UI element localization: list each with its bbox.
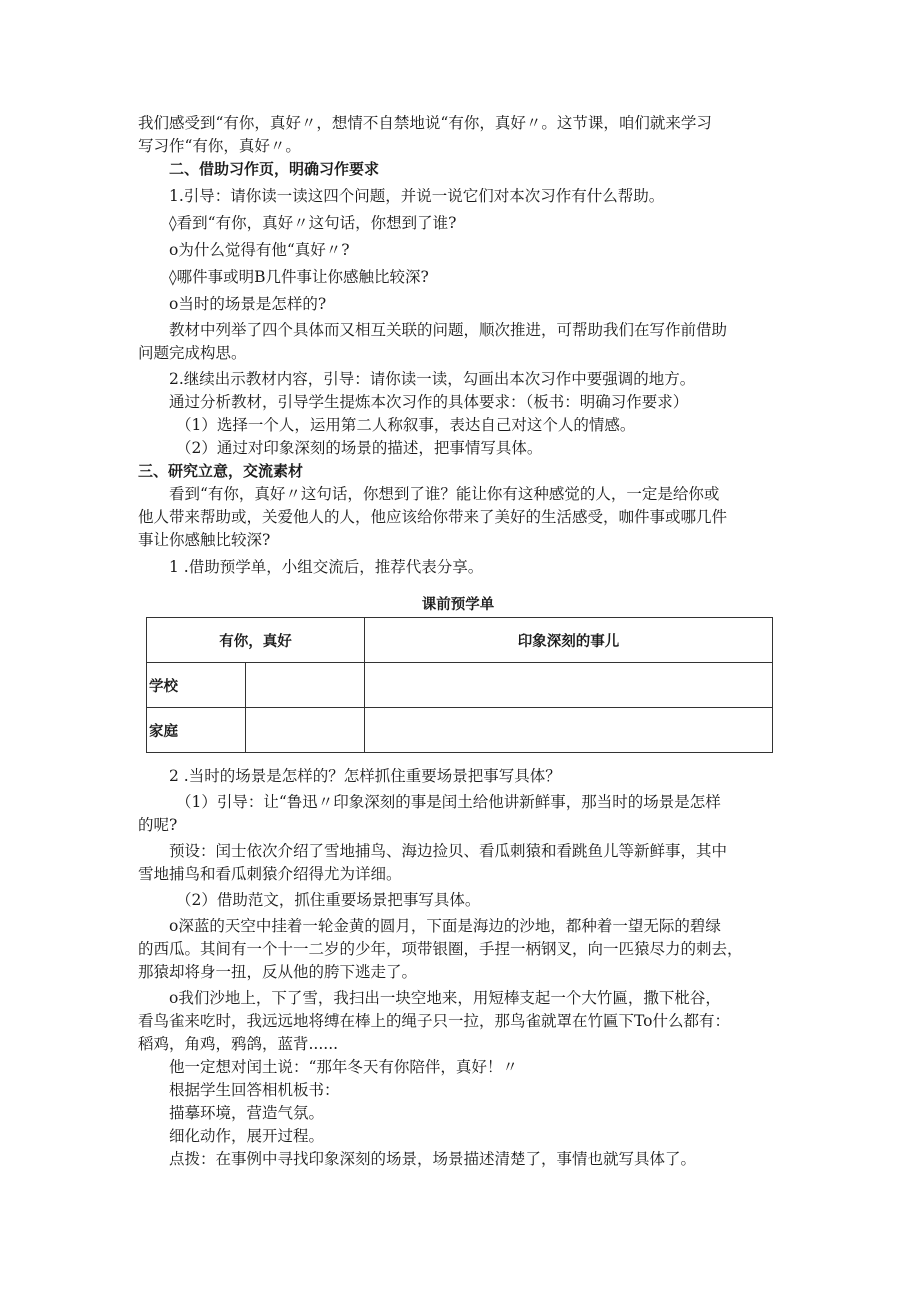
preset-line-1: 预设：闰士依次介绍了雪地捕鸟、海边捡贝、看瓜刺猿和看跳鱼儿等新鲜事，其中 [169,842,728,860]
table-header-row [147,618,773,663]
prompt-line-3: 事让你感触比较深? [138,531,271,549]
header-cell-right: 印象深刻的事儿 [365,618,773,663]
intro-line-2: 写习作“有你，真好〃。 [138,137,301,155]
excerpt-2-line-3: 稻鸡，角鸡，鸦鸽，蓝背...... [138,1035,339,1053]
question-3: ◊哪件事或明B几件事让你感触比较深? [169,268,429,286]
question-1: ◊看到“有你，真好〃这句话，你想到了谁? [169,214,457,232]
question-4: o当时的场景是怎样的? [169,295,327,313]
board-note: 根据学生回答相机板书： [169,1081,340,1099]
empty-cell[interactable] [365,663,773,708]
prompt-line-1: 看到“有你，真好〃这句话，你想到了谁？能让你有这种感觉的人，一定是给你或 [169,485,720,503]
analysis-line-1: 教材中列举了四个具体而又相互关联的问题，顺次推进，可帮助我们在写作前借助 [169,321,728,339]
table-row [147,663,773,708]
row-label-school: 学校 [147,663,246,708]
empty-cell[interactable] [365,708,773,753]
step-1-share: 1 .借助预学单，小组交流后，推荐代表分享。 [169,558,484,576]
model-essay-step: （2）借助范文，抓住重要场景把事写具体。 [176,891,481,909]
guide-step-1: 1.引导：请你读一读这四个问题，并说一说它们对本次习作有什么帮助。 [169,187,665,205]
row-label-home: 家庭 [147,708,246,753]
prestudy-table [146,617,773,753]
analysis-line-2: 问题完成构思。 [138,344,247,362]
section-heading-2: 二、借助习作页，明确习作要求 [169,160,380,178]
requirement-2: （2）通过对印象深刻的场景的描述，把事情写具体。 [176,439,543,457]
excerpt-1-line-3: 那猿却将身一扭，反从他的胯下逃走了。 [138,963,418,981]
step-2-heading: 2 .当时的场景是怎样的？怎样抓住重要场景把事写具体？ [169,767,561,785]
document-page [138,112,788,1171]
section-heading-3: 三、研究立意，交流素材 [138,462,304,480]
board-point-2: 细化动作，展开过程。 [169,1127,325,1145]
preset-line-2: 雪地捕鸟和看瓜刺猿介绍得尤为详细。 [138,865,402,883]
excerpt-2-line-2: 看鸟雀来吃时，我远远地将缚在棒上的绳子只一拉，那鸟雀就罩在竹匾下To什么都有： [138,1012,730,1030]
requirements-intro: 通过分析教材，引导学生提炼本次习作的具体要求：（板书：明确习作要求） [169,393,689,411]
excerpt-2-line-1: o我们沙地上，下了雪，我扫出一块空地来，用短棒支起一个大竹匾，撒下枇谷， [169,989,721,1007]
excerpt-1-line-1: o深蓝的天空中挂着一轮金黄的圆月，下面是海边的沙地，都种着一望无际的碧绿 [169,917,721,935]
guide-step-2: 2.继续出示教材内容，引导：请你读一读，勾画出本次习作中要强调的地方。 [169,370,696,388]
prompt-line-2: 他人带来帮助或，关爱他人的人，他应该给你带来了美好的生活感受，咖件事或哪几件 [138,508,728,526]
excerpt-1-line-2: 的西瓜。其间有一个十一二岁的少年，项带银圈，手捏一柄钢叉，向一匹猿尽力的刺去， [138,940,743,958]
board-point-1: 描摹环境，营造气氛。 [169,1104,325,1122]
table-row [147,708,773,753]
intro-line-1: 我们感受到“有你，真好〃，想情不自禁地说“有你，真好〃。这节课，咱们就来学习 [138,114,712,132]
question-2: o为什么觉得有他“真好〃? [169,241,350,259]
guide-lu-xun-2: 的呢? [138,816,178,834]
empty-cell[interactable] [246,708,365,753]
requirement-1: （1）选择一个人，运用第二人称叙事，表达自己对这个人的情感。 [176,416,636,434]
table-title: 课前预学单 [421,597,495,613]
empty-cell[interactable] [246,663,365,708]
quote-line: 他一定想对闰土说：“那年冬天有你陪伴，真好！〃 [169,1058,518,1076]
header-cell-left: 有你，真好 [147,618,365,663]
tip-line: 点拨：在事例中寻找印象深刻的场景，场景描述清楚了，事情也就写具体了。 [169,1150,697,1168]
guide-lu-xun-1: （1）引导：让“鲁迅〃印象深刻的事是闰土给他讲新鲜事，那当时的场景是怎样 [176,793,721,811]
